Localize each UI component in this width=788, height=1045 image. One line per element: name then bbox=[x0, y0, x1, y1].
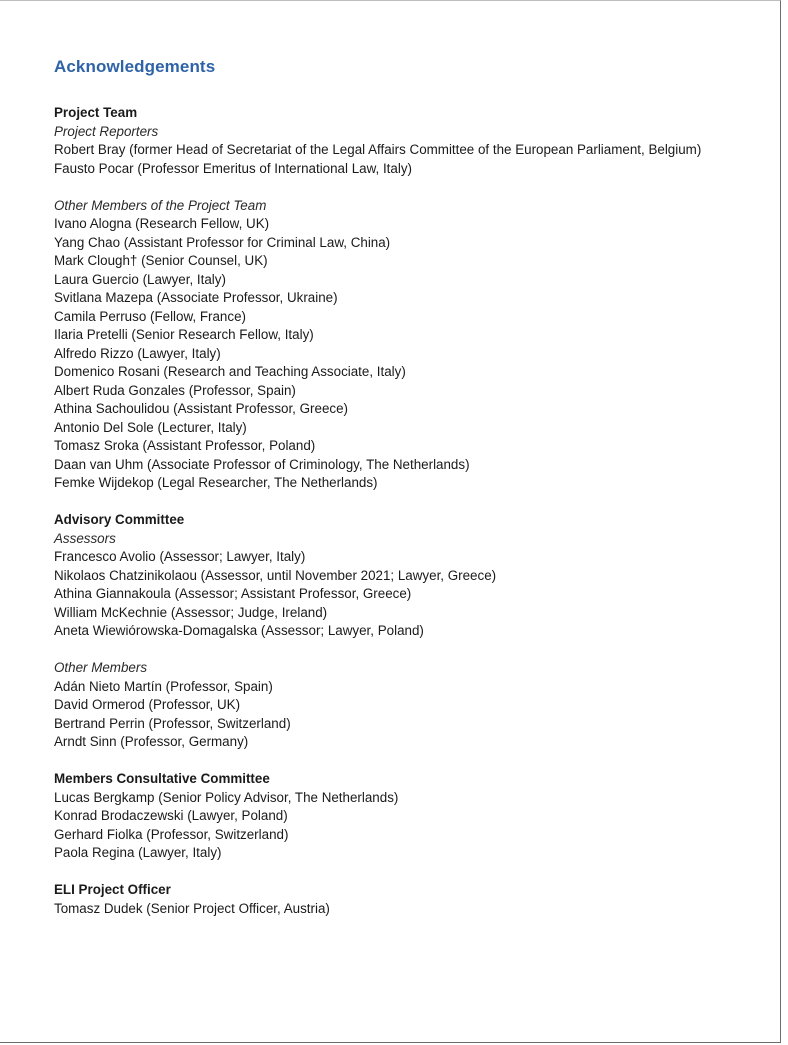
other-members-project-team-list bbox=[54, 215, 754, 493]
list-item: Tomasz Sroka (Assistant Professor, Poland) bbox=[54, 438, 316, 453]
list-item: Arndt Sinn (Professor, Germany) bbox=[54, 734, 249, 749]
list-item: Yang Chao (Assistant Professor for Criminal Law, China) bbox=[54, 234, 391, 250]
project-reporters-list bbox=[54, 141, 754, 178]
list-item: David Ormerod (Professor, UK) bbox=[54, 697, 241, 712]
list-item: Athina Sachoulidou (Assistant Professor, Greece) bbox=[54, 401, 348, 416]
consultative-committee-list bbox=[54, 789, 754, 863]
group-title-advisory-other-members: Other Members bbox=[54, 660, 148, 675]
list-item: Domenico Rosani (Research and Teaching Associate, Italy) bbox=[54, 364, 406, 379]
list-item: Ilaria Pretelli (Senior Research Fellow, Italy) bbox=[54, 327, 314, 342]
list-item: Tomasz Dudek (Senior Project Officer, Austria) bbox=[54, 900, 330, 916]
list-item: William McKechnie (Assessor; Judge, Ireland) bbox=[54, 604, 328, 620]
list-item: Femke Wijdekop (Legal Researcher, The Netherlands) bbox=[54, 475, 378, 490]
list-item: Mark Clough† (Senior Counsel, UK) bbox=[54, 253, 268, 268]
list-item: Fausto Pocar (Professor Emeritus of International Law, Italy) bbox=[54, 160, 412, 176]
advisory-committee-section bbox=[54, 511, 754, 752]
advisory-other-members-list bbox=[54, 678, 754, 752]
list-item: Francesco Avolio (Assessor; Lawyer, Italy) bbox=[54, 549, 306, 564]
list-item: Adán Nieto Martín (Professor, Spain) bbox=[54, 678, 273, 694]
list-item: Daan van Uhm (Associate Professor of Criminology, The Netherlands) bbox=[54, 456, 470, 472]
list-item: Svitlana Mazepa (Associate Professor, Ukraine) bbox=[54, 290, 338, 305]
list-item: Robert Bray (former Head of Secretariat of the Legal Affairs Committee of the European Parliament, Belgium) bbox=[54, 142, 702, 157]
other-members-project-team-group bbox=[54, 197, 754, 493]
page-title: Acknowledgements bbox=[54, 57, 216, 76]
acknowledgements-content bbox=[54, 56, 754, 918]
section-title-consultative-committee: Members Consultative Committee bbox=[54, 771, 270, 786]
group-title-assessors: Assessors bbox=[54, 530, 116, 546]
project-officer-section bbox=[54, 881, 754, 918]
list-item: Nikolaos Chatzinikolaou (Assessor, until November 2021; Lawyer, Greece) bbox=[54, 567, 497, 583]
list-item: Gerhard Fiolka (Professor, Switzerland) bbox=[54, 826, 289, 842]
list-item: Athina Giannakoula (Assessor; Assistant Professor, Greece) bbox=[54, 586, 412, 601]
list-item: Bertrand Perrin (Professor, Switzerland) bbox=[54, 715, 291, 731]
section-title-project-team: Project Team bbox=[54, 105, 138, 120]
project-reporters-group bbox=[54, 123, 754, 179]
list-item: Laura Guercio (Lawyer, Italy) bbox=[54, 271, 226, 287]
list-item: Paola Regina (Lawyer, Italy) bbox=[54, 845, 222, 860]
list-item: Lucas Bergkamp (Senior Policy Advisor, The Netherlands) bbox=[54, 789, 399, 805]
project-officer-list bbox=[54, 900, 754, 919]
group-title-other-members-project-team: Other Members of the Project Team bbox=[54, 197, 267, 213]
group-title-project-reporters: Project Reporters bbox=[54, 123, 159, 139]
list-item: Konrad Brodaczewski (Lawyer, Poland) bbox=[54, 808, 288, 823]
list-item: Antonio Del Sole (Lecturer, Italy) bbox=[54, 419, 247, 435]
list-item: Ivano Alogna (Research Fellow, UK) bbox=[54, 216, 270, 231]
list-item: Aneta Wiewiórowska-Domagalska (Assessor; Lawyer, Poland) bbox=[54, 623, 424, 638]
assessors-group bbox=[54, 530, 754, 641]
section-title-project-officer: ELI Project Officer bbox=[54, 882, 171, 897]
list-item: Camila Perruso (Fellow, France) bbox=[54, 308, 246, 324]
list-item: Alfredo Rizzo (Lawyer, Italy) bbox=[54, 345, 221, 361]
list-item: Albert Ruda Gonzales (Professor, Spain) bbox=[54, 382, 296, 398]
advisory-other-members-group bbox=[54, 659, 754, 752]
project-team-section bbox=[54, 104, 754, 493]
consultative-committee-section bbox=[54, 770, 754, 863]
assessors-list bbox=[54, 548, 754, 641]
section-title-advisory-committee: Advisory Committee bbox=[54, 512, 185, 527]
